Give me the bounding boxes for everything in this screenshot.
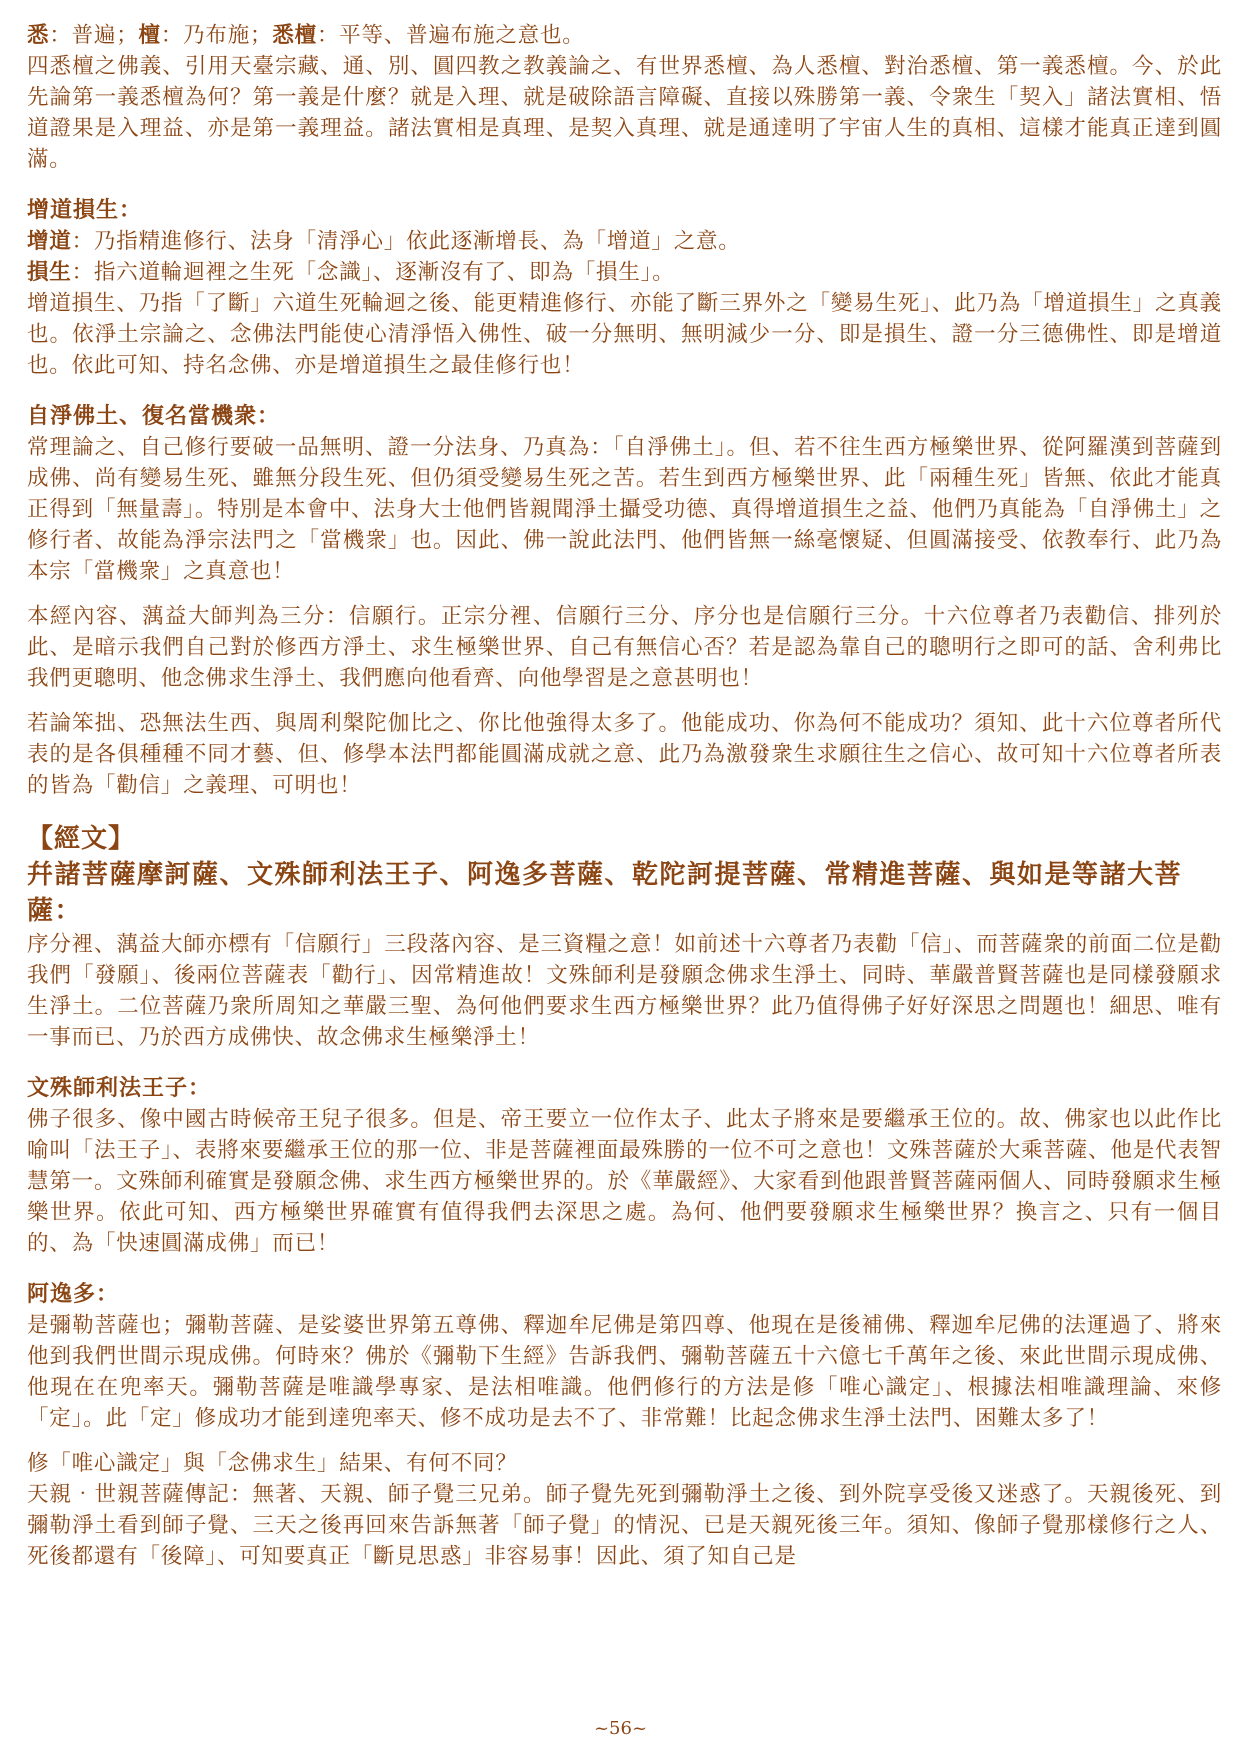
term-def: ：乃布施； [160,23,273,48]
section-heading: 增道損生： [27,197,143,223]
section-heading: 自淨佛土、復名當機衆： [27,403,281,429]
paragraph: 天親‧世親菩薩傳記：無著、天親、師子覺三兄弟。師子覺先死到彌勒淨土之後、到外院享受後又迷惑了。天親後死、到彌勒淨土看到師子覺、三天之後再回來告訴無著「師子覺」的情況、已是天親死後三年。須知、像師子覺那樣修行之人、死後都還有「後障」、可知要真正「斷見思惑」非容易事！因此、須了知自己是 [27,1482,1222,1569]
paragraph: 是彌勒菩薩也；彌勒菩薩、是娑婆世界第五尊佛、釋迦牟尼佛是第四尊、他現在是後補佛、釋迦牟尼佛的法運過了、將來他到我們世間示現成佛。何時來？佛於《彌勒下生經》告訴我們、彌勒菩薩五十六億七千萬年之後、來此世間示現成佛、他現在在兜率天。彌勒菩薩是唯識學專家、是法相唯識。他們修行的方法是修「唯心識定」、根據法相唯識理論、來修「定」。此「定」修成功才能到達兜率天、修不成功是去不了、非常難！比起念佛求生淨土法門、困難太多了！ [27,1313,1222,1431]
term: 悉檀 [272,23,317,48]
definition-line [27,20,1222,51]
page-body [27,20,1222,1572]
section-heading: 文殊師利法王子： [27,1075,212,1101]
term: 損生 [27,260,72,285]
section-heading: 阿逸多： [27,1281,120,1307]
paragraph: 若論笨拙、恐無法生西、與周利槃陀伽比之、你比他強得太多了。他能成功、你為何不能成功？須知、此十六位尊者所代表的是各俱種種不同才藝、但、修學本法門都能圓滿成就之意、此乃為激發衆生求願往生之信心、故可知十六位尊者所表的皆為「勸信」之義理、可明也！ [27,711,1222,798]
question-line: 修「唯心識定」與「念佛求生」結果、有何不同？ [27,1451,518,1476]
term-def: ：乃指精進修行、法身「清淨心」依此逐漸增長、為「增道」之意。 [71,229,741,254]
sutra-label: 【經文】 [27,824,136,854]
definition-line [27,257,1222,288]
term: 悉 [27,23,50,48]
term-def: ：普遍； [49,23,139,48]
page-number: ~56~ [593,1718,648,1739]
paragraph: 常理論之、自己修行要破一品無明、證一分法身、乃真為：「自淨佛土」。但、若不往生西方極樂世界、從阿羅漢到菩薩到成佛、尚有變易生死、雖無分段生死、但仍須受變易生死之苦。若生到西方極樂世界、此「兩種生死」皆無、依此才能真正得到「無量壽」。特別是本會中、法身大士他們皆親聞淨土攝受功德、真得增道損生之益、他們乃真能為「自淨佛土」之修行者、故能為淨宗法門之「當機衆」也。因此、佛一說此法門、他們皆無一絲毫懷疑、但圓滿接受、依教奉行、此乃為本宗「當機衆」之真意也！ [27,435,1222,584]
paragraph: 佛子很多、像中國古時候帝王兒子很多。但是、帝王要立一位作太子、此太子將來是要繼承王位的。故、佛家也以此作比喻叫「法王子」、表將來要繼承王位的那一位、非是菩薩裡面最殊勝的一位不可之意也！文殊菩薩於大乘菩薩、他是代表智慧第一。文殊師利確實是發願念佛、求生西方極樂世界的。於《華嚴經》、大家看到他跟普賢菩薩兩個人、同時發願求生極樂世界。依此可知、西方極樂世界確實有值得我們去深思之處。為何、他們要發願求生極樂世界？換言之、只有一個目的、為「快速圓滿成佛」而已！ [27,1107,1222,1256]
paragraph: 本經內容、蕅益大師判為三分：信願行。正宗分裡、信願行三分、序分也是信願行三分。十六位尊者乃表勸信、排列於此、是暗示我們自己對於修西方淨土、求生極樂世界、自己有無信心否？若是認為靠自己的聰明行之即可的話、舍利弗比我們更聰明、他念佛求生淨土、我們應向他看齊、向他學習是之意甚明也！ [27,604,1222,691]
paragraph: 序分裡、蕅益大師亦標有「信願行」三段落內容、是三資糧之意！如前述十六尊者乃表勸「信」、而菩薩衆的前面二位是勸我們「發願」、後兩位菩薩表「勸行」、因常精進故！文殊師利是發願念佛求生淨土、同時、華嚴普賢菩薩也是同樣發願求生淨土。二位菩薩乃衆所周知之華嚴三聖、為何他們要求生西方極樂世界？此乃值得佛子好好深思之問題也！細思、唯有一事而已、乃於西方成佛快、故念佛求生極樂淨土！ [27,932,1222,1050]
term: 檀 [138,23,161,48]
sutra-title: 幷諸菩薩摩訶薩、文殊師利法王子、阿逸多菩薩、乾陀訶提菩薩、常精進菩薩、與如是等諸大菩薩： [27,860,1183,926]
term-def: ：指六道輪迴裡之生死「念識」、逐漸沒有了、即為「損生」。 [71,260,675,285]
term-def: ：平等、普遍布施之意也。 [316,23,585,48]
paragraph: 四悉檀之佛義、引用天臺宗藏、通、別、圓四教之教義論之、有世界悉檀、為人悉檀、對治悉檀、第一義悉檀。今、於此先論第一義悉檀為何？第一義是什麼？就是入理、就是破除語言障礙、直接以殊勝第一義、令衆生「契入」諸法實相、悟道證果是入理益、亦是第一義理益。諸法實相是真理、是契入真理、就是通達明了宇宙人生的真相、這樣才能真正達到圓滿。 [27,54,1222,172]
term: 增道 [27,229,72,254]
paragraph: 增道損生、乃指「了斷」六道生死輪迴之後、能更精進修行、亦能了斷三界外之「變易生死」、此乃為「增道損生」之真義也。依淨土宗論之、念佛法門能使心清淨悟入佛性、破一分無明、無明減少一分、即是損生、證一分三德佛性、即是增道也。依此可知、持名念佛、亦是增道損生之最佳修行也！ [27,291,1222,378]
definition-line [27,226,1222,257]
